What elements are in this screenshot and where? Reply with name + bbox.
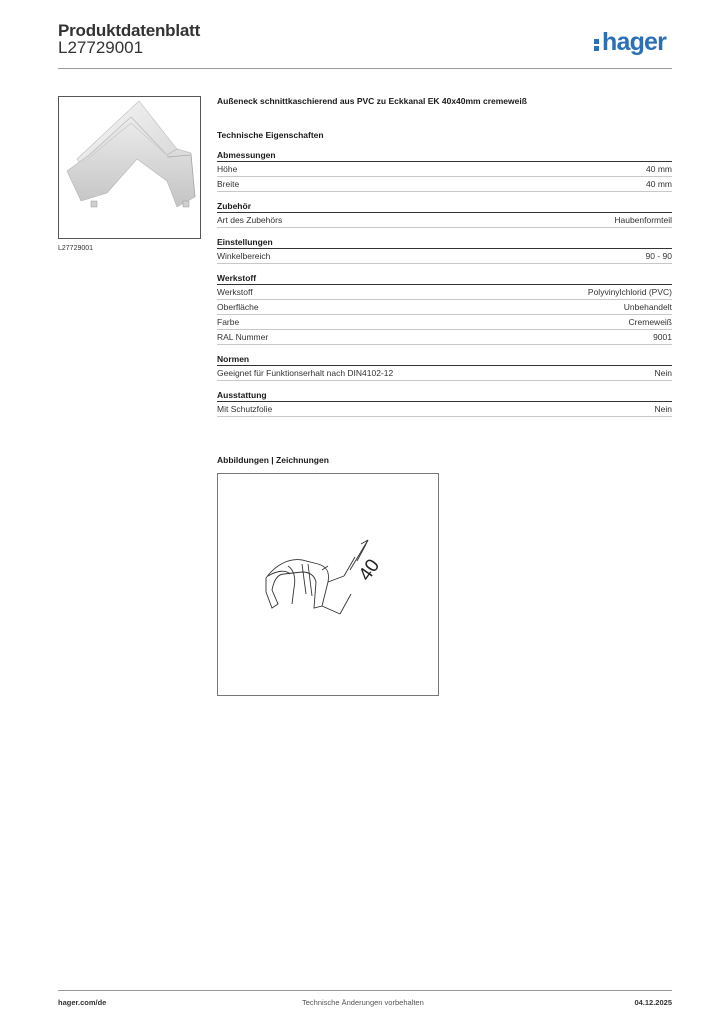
logo-dots-icon — [594, 38, 599, 52]
footer-website[interactable]: hager.com/de — [58, 998, 107, 1007]
spec-value: Nein — [654, 404, 672, 414]
spec-label: RAL Nummer — [217, 332, 269, 342]
spec-value: 90 - 90 — [645, 251, 672, 261]
spec-value: 40 mm — [646, 179, 672, 189]
spec-label: Farbe — [217, 317, 240, 327]
figures-label: Abbildungen | Zeichnungen — [217, 455, 329, 465]
spec-group-title: Abmessungen — [217, 150, 672, 162]
spec-group-normen — [217, 354, 672, 381]
specifications — [217, 96, 672, 426]
logo-text: hager — [602, 28, 667, 56]
spec-row — [217, 300, 672, 315]
spec-value: 40 mm — [646, 164, 672, 174]
spec-label: Mit Schutzfolie — [217, 404, 273, 414]
spec-row — [217, 249, 672, 264]
photo-caption: L27729001 — [58, 245, 94, 252]
product-code: L27729001 — [58, 38, 144, 57]
spec-row — [217, 315, 672, 330]
spec-group-title: Normen — [217, 354, 672, 366]
spec-group-title: Werkstoff — [217, 273, 672, 285]
spec-row — [217, 366, 672, 381]
spec-label: Winkelbereich — [217, 251, 271, 261]
spec-label: Höhe — [217, 164, 238, 174]
spec-row — [217, 402, 672, 417]
spec-row — [217, 285, 672, 300]
technical-drawing — [217, 473, 439, 696]
corner-drawing-icon — [218, 474, 438, 695]
spec-value: Nein — [654, 368, 672, 378]
corner-piece-photo-icon — [59, 97, 200, 238]
section-label: Technische Eigenschaften — [217, 130, 324, 140]
spec-group-zubehoer — [217, 201, 672, 228]
spec-row — [217, 162, 672, 177]
spec-value: 9001 — [653, 332, 672, 342]
product-title: Außeneck schnittkaschierend aus PVC zu Eckkanal EK 40x40mm cremeweiß — [217, 96, 527, 106]
footer-divider — [58, 990, 672, 991]
spec-group-ausstattung — [217, 390, 672, 417]
spec-label: Werkstoff — [217, 287, 253, 297]
spec-group-einstellungen — [217, 237, 672, 264]
spec-group-title: Ausstattung — [217, 390, 672, 402]
spec-label: Breite — [217, 179, 240, 189]
product-photo — [58, 96, 201, 239]
footer-date: 04.12.2025 — [634, 998, 672, 1007]
hager-logo — [594, 28, 666, 57]
spec-value: Polyvinylchlorid (PVC) — [587, 287, 672, 297]
header-divider — [58, 68, 672, 69]
spec-value: Cremeweiß — [628, 317, 672, 327]
spec-row — [217, 213, 672, 228]
spec-group-werkstoff — [217, 273, 672, 345]
page-title: Produktdatenblatt — [58, 21, 201, 40]
footer-disclaimer: Technische Änderungen vorbehalten — [302, 998, 424, 1007]
spec-value: Unbehandelt — [623, 302, 672, 312]
spec-row — [217, 177, 672, 192]
spec-row — [217, 330, 672, 345]
spec-label: Geeignet für Funktionserhalt nach DIN4102-12 — [217, 368, 394, 378]
spec-label: Oberfläche — [217, 302, 259, 312]
spec-group-title: Zubehör — [217, 201, 672, 213]
spec-value: Haubenformteil — [614, 215, 672, 225]
spec-label: Art des Zubehörs — [217, 215, 283, 225]
spec-group-abmessungen — [217, 150, 672, 192]
spec-group-title: Einstellungen — [217, 237, 672, 249]
dimension-label: 40 — [354, 555, 385, 585]
